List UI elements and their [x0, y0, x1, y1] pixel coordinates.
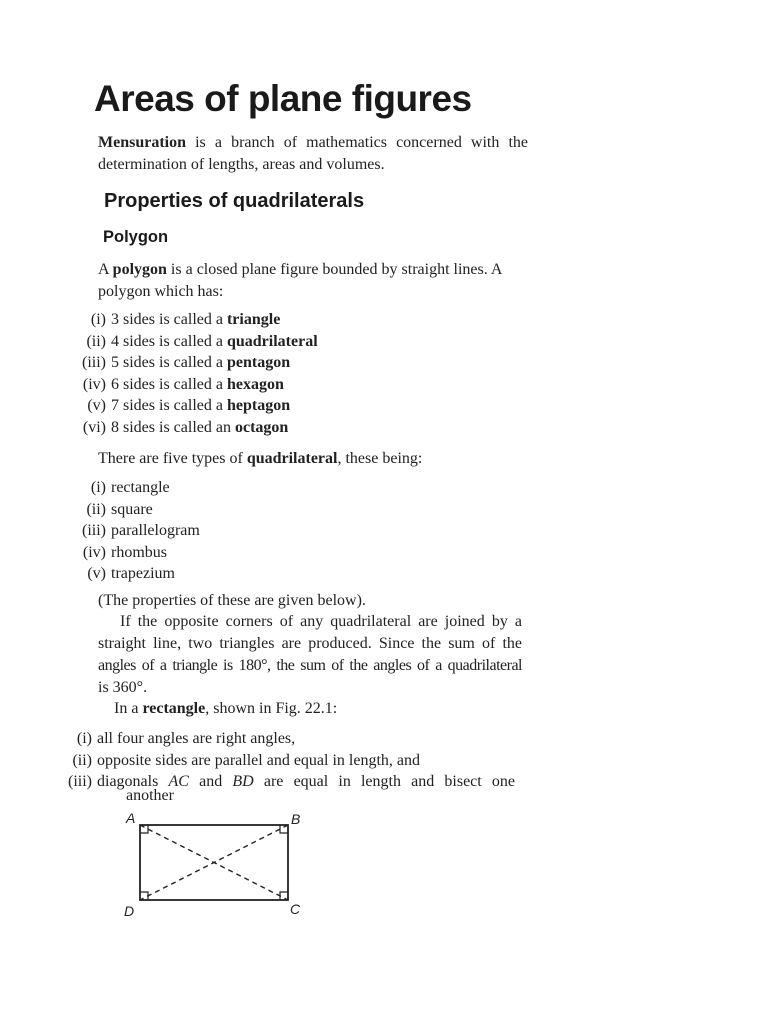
list-number: (iii) — [68, 773, 92, 790]
properties-note — [98, 590, 528, 612]
list-number: (i) — [76, 730, 92, 747]
list-number: (ii) — [72, 751, 92, 769]
polygon-def-line-1 — [98, 259, 528, 281]
list-text: 8 sides is called an octagon — [111, 418, 289, 436]
polygon-def-line-2: polygon which has: — [98, 283, 224, 300]
list-number: (vi) — [82, 418, 106, 436]
subheading-polygon: Polygon — [103, 228, 169, 246]
vertex-label-b: B — [291, 811, 301, 827]
quadrilateral-term: quadrilateral — [246, 450, 338, 467]
list-number: (v) — [87, 565, 106, 582]
vertex-label-c: C — [290, 901, 301, 917]
list-text: diagonals AC and BD are equal in length and bisect one — [97, 773, 515, 790]
list-text: rectangle — [111, 479, 170, 496]
list-number: (v) — [87, 397, 106, 414]
list-number: (ii) — [86, 332, 106, 350]
section-heading: Properties of quadrilaterals — [104, 190, 365, 212]
rectangle-figure — [118, 808, 308, 918]
list-number: (i) — [90, 479, 106, 496]
list-text: trapezium — [111, 565, 175, 582]
intro-line-2: determination of lengths, areas and volumes. — [98, 156, 385, 173]
polygon-def-rest: is a closed plane figure bounded by straight lines. A — [166, 261, 503, 278]
intro-line-1 — [98, 132, 528, 154]
rectangle-term: rectangle — [142, 700, 206, 717]
list-text: 4 sides is called a quadrilateral — [111, 332, 318, 350]
properties-note-text: (The properties of these are given below). — [98, 592, 366, 609]
list-number: (iv) — [82, 543, 106, 561]
list-text: 7 sides is called a heptagon — [111, 397, 291, 414]
page-title: Areas of plane figures — [94, 78, 472, 119]
polygon-definition — [98, 259, 528, 303]
list-number: (iii) — [82, 354, 106, 371]
polygon-def-pre: A — [98, 261, 113, 278]
list-number: (i) — [90, 311, 106, 328]
corners-line-4: is 360°. — [98, 679, 148, 696]
types-intro — [98, 448, 528, 470]
list-text: 3 sides is called a triangle — [111, 311, 281, 328]
corners-paragraph — [98, 611, 522, 699]
list-number: (iii) — [82, 522, 106, 539]
list-number: (iv) — [82, 375, 106, 393]
continuation-text: another — [126, 789, 174, 802]
list-text: parallelogram — [111, 522, 200, 539]
vertex-label-a: A — [126, 810, 136, 826]
list-text: rhombus — [111, 543, 167, 561]
list-text: all four angles are right angles, — [97, 730, 296, 747]
rectangle-intro — [114, 698, 544, 720]
list-text: 5 sides is called a pentagon — [111, 354, 291, 371]
intro-paragraph — [98, 132, 528, 176]
list-text: square — [111, 500, 153, 518]
polygon-term: polygon — [112, 261, 167, 278]
corners-line-3: angles of a triangle is 180°, the sum of the angles of a quadrilateral — [98, 657, 522, 674]
vertex-label-d: D — [124, 903, 135, 918]
types-intro-line: There are five types of quadrilateral, these being: — [98, 450, 423, 467]
corners-line-1: If the opposite corners of any quadrilateral are joined by a — [120, 613, 522, 630]
list-text: 6 sides is called a hexagon — [111, 375, 284, 393]
intro-text-1: is a branch of mathematics concerned with the — [186, 134, 528, 151]
list-number: (ii) — [86, 500, 106, 518]
mensuration-term: Mensuration — [98, 134, 186, 151]
list-text: opposite sides are parallel and equal in length, and — [97, 751, 421, 769]
corners-line-2: straight line, two triangles are produced. Since the sum of the — [98, 635, 522, 652]
rectangle-list-continuation — [126, 789, 556, 802]
rectangle-intro-line: In a rectangle, shown in Fig. 22.1: — [114, 700, 338, 717]
